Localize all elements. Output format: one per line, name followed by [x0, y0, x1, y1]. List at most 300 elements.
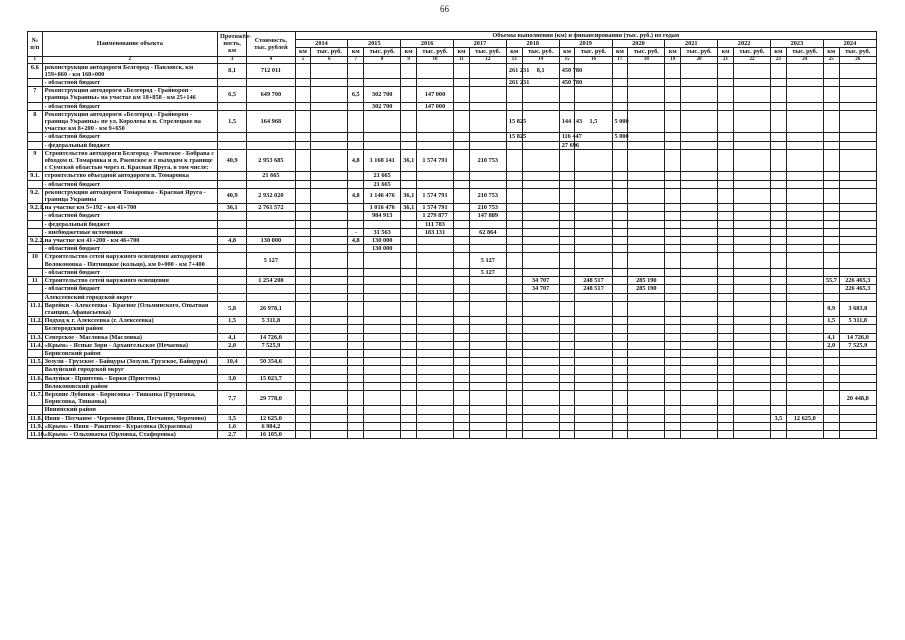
row-name: реконструкция автодороги Томаровка - Красная Яруга - граница Украины: [42, 188, 217, 203]
row-value: [311, 63, 348, 78]
table-row: [28, 204, 877, 212]
row-value: 1 279 877: [416, 212, 453, 220]
row-value: [401, 268, 417, 276]
row-name: Ивнянский район: [42, 406, 217, 414]
row-value: [401, 301, 417, 316]
row-value: [839, 414, 876, 422]
row-value: [559, 341, 575, 349]
row-index: 11.1.: [28, 301, 43, 316]
row-value: [348, 366, 364, 374]
row-value: [786, 430, 823, 438]
row-cost: 649 700: [247, 87, 295, 102]
row-value: [401, 285, 417, 293]
row-value: [416, 422, 453, 430]
row-value: [681, 63, 718, 78]
row-value: [733, 149, 770, 172]
row-value: [823, 141, 839, 149]
row-value: [311, 349, 348, 357]
row-value: [681, 325, 718, 333]
row-value: [559, 220, 575, 228]
row-value: [665, 102, 681, 110]
row-value: [786, 285, 823, 293]
row-cost: [247, 212, 295, 220]
row-value: [733, 301, 770, 316]
row-value: 111 783: [416, 220, 453, 228]
table-row: [28, 341, 877, 349]
column-number: 12: [469, 56, 506, 63]
row-value: 62 864: [469, 228, 506, 236]
row-value: [522, 406, 559, 414]
row-value: [559, 204, 575, 212]
row-name: «Крым» - Ивня - Ракитное - Курасовка (Курасовка): [42, 422, 217, 430]
row-value: [416, 406, 453, 414]
row-value: 0,9: [823, 301, 839, 316]
row-value: [665, 228, 681, 236]
table-row: [28, 87, 877, 102]
row-value: [469, 172, 506, 180]
row-value: [628, 212, 665, 220]
row-value: 34 707: [522, 277, 559, 285]
row-value: [364, 349, 401, 357]
row-value: [839, 149, 876, 172]
row-cost: 15 023,7: [247, 374, 295, 382]
road-program-table: [27, 31, 877, 439]
row-value: 12 625,0: [786, 414, 823, 422]
row-value: [681, 228, 718, 236]
row-value: [416, 325, 453, 333]
row-value: [454, 293, 470, 301]
row-value: [348, 110, 364, 133]
row-value: [733, 333, 770, 341]
row-value: [559, 245, 575, 253]
row-value: [311, 268, 348, 276]
row-value: [786, 63, 823, 78]
row-value: [575, 204, 612, 212]
row-cost: [247, 220, 295, 228]
row-length: [218, 277, 247, 285]
row-value: [416, 79, 453, 87]
row-value: [733, 366, 770, 374]
row-value: [348, 102, 364, 110]
row-value: [771, 63, 787, 78]
table-row: [28, 63, 877, 78]
row-value: [559, 317, 575, 325]
row-value: [681, 430, 718, 438]
row-value: [416, 268, 453, 276]
row-value: [718, 390, 734, 405]
column-number: 26: [839, 56, 876, 63]
row-value: [311, 382, 348, 390]
row-value: [718, 245, 734, 253]
row-value: [628, 317, 665, 325]
row-value: [665, 277, 681, 285]
row-value: [771, 430, 787, 438]
column-number: 23: [771, 56, 787, 63]
row-value: [559, 414, 575, 422]
row-value: [823, 253, 839, 268]
row-value: [295, 63, 311, 78]
row-value: [665, 406, 681, 414]
row-value: [681, 293, 718, 301]
row-value: [311, 366, 348, 374]
row-value: [401, 325, 417, 333]
row-length: 5,8: [218, 301, 247, 316]
row-index: 11.8.: [28, 414, 43, 422]
row-value: [364, 141, 401, 149]
row-value: [559, 422, 575, 430]
row-value: [295, 253, 311, 268]
row-value: [469, 358, 506, 366]
row-cost: [247, 349, 295, 357]
row-value: [628, 180, 665, 188]
row-value: [454, 277, 470, 285]
row-value: [522, 325, 559, 333]
header-unit: км: [718, 48, 734, 56]
row-value: [506, 277, 522, 285]
row-value: [771, 374, 787, 382]
row-value: [786, 358, 823, 366]
row-value: [295, 341, 311, 349]
row-value: 130 000: [364, 245, 401, 253]
row-value: [364, 268, 401, 276]
row-value: [295, 382, 311, 390]
row-value: [559, 188, 575, 203]
column-number: 1: [28, 56, 43, 63]
row-cost: [247, 245, 295, 253]
row-value: [559, 277, 575, 285]
row-name: - областной бюджет: [42, 245, 217, 253]
row-value: 8,1: [522, 63, 559, 78]
row-index: [28, 382, 43, 390]
row-value: [718, 180, 734, 188]
column-number: 16: [575, 56, 612, 63]
row-value: [454, 325, 470, 333]
header-length: Протяжён-ность, км: [218, 32, 247, 57]
row-value: [454, 349, 470, 357]
row-value: [681, 110, 718, 133]
row-value: [628, 133, 665, 141]
column-number-row: [28, 56, 877, 63]
row-value: [469, 180, 506, 188]
row-cost: [247, 102, 295, 110]
row-value: [559, 349, 575, 357]
column-number: 18: [628, 56, 665, 63]
row-value: 15 825: [506, 133, 522, 141]
row-value: [665, 237, 681, 245]
row-value: [718, 341, 734, 349]
row-value: [612, 358, 628, 366]
row-length: 10,4: [218, 358, 247, 366]
row-value: [733, 63, 770, 78]
row-value: [295, 333, 311, 341]
row-value: [786, 293, 823, 301]
row-value: [295, 277, 311, 285]
row-name: Северское - Масловка (Масловка): [42, 333, 217, 341]
table-row: [28, 301, 877, 316]
row-value: [718, 277, 734, 285]
table-row: [28, 374, 877, 382]
row-value: [348, 293, 364, 301]
table-row: [28, 228, 877, 236]
row-index: 11.10.: [28, 430, 43, 438]
row-value: [839, 220, 876, 228]
row-value: [681, 285, 718, 293]
row-value: [364, 414, 401, 422]
row-value: [823, 228, 839, 236]
row-value: [469, 285, 506, 293]
row-length: [218, 220, 247, 228]
row-value: [823, 220, 839, 228]
row-value: [733, 414, 770, 422]
row-value: [733, 374, 770, 382]
row-value: [771, 301, 787, 316]
header-unit: км: [348, 48, 364, 56]
row-value: [771, 79, 787, 87]
row-value: [559, 237, 575, 245]
row-value: [612, 228, 628, 236]
row-value: [628, 102, 665, 110]
row-index: 11.6.: [28, 374, 43, 382]
row-value: [839, 63, 876, 78]
row-value: 1 574 791: [416, 149, 453, 172]
row-value: [401, 141, 417, 149]
row-value: [522, 333, 559, 341]
row-value: [665, 180, 681, 188]
row-value: [612, 253, 628, 268]
row-value: [469, 237, 506, 245]
row-value: [575, 430, 612, 438]
row-value: [559, 358, 575, 366]
row-value: [469, 87, 506, 102]
row-value: [401, 133, 417, 141]
row-length: [218, 141, 247, 149]
row-value: [733, 253, 770, 268]
row-cost: [247, 406, 295, 414]
table-row: [28, 333, 877, 341]
row-value: [295, 268, 311, 276]
row-value: [733, 422, 770, 430]
row-value: [733, 285, 770, 293]
row-value: [506, 245, 522, 253]
row-value: [311, 414, 348, 422]
row-value: [401, 349, 417, 357]
row-value: [665, 414, 681, 422]
row-value: [665, 382, 681, 390]
row-index: [28, 133, 43, 141]
row-length: [218, 180, 247, 188]
row-index: [28, 366, 43, 374]
row-value: [401, 253, 417, 268]
row-value: [295, 237, 311, 245]
header-unit: тыс. руб.: [839, 48, 876, 56]
row-value: [681, 212, 718, 220]
header-unit: км: [295, 48, 311, 56]
row-value: [522, 374, 559, 382]
row-value: [348, 325, 364, 333]
row-value: [348, 63, 364, 78]
row-length: 4,8: [218, 237, 247, 245]
row-value: [348, 358, 364, 366]
row-value: 226 465,3: [839, 277, 876, 285]
row-value: [786, 268, 823, 276]
row-value: [416, 245, 453, 253]
row-value: [612, 141, 628, 149]
row-value: [718, 366, 734, 374]
row-value: [733, 110, 770, 133]
table-row: [28, 349, 877, 357]
row-value: 4,1: [823, 333, 839, 341]
row-cost: 5 311,8: [247, 317, 295, 325]
row-value: 2,0: [823, 341, 839, 349]
table-row: [28, 414, 877, 422]
row-value: [681, 172, 718, 180]
row-value: [786, 204, 823, 212]
row-name: Зозули - Грузское - Байцуры (Зозули, Грузское, Байцуры): [42, 358, 217, 366]
header-unit: км: [506, 48, 522, 56]
row-value: [522, 390, 559, 405]
row-name: Строительство сетей наружного освещения автодороги Волоконовка - Пятницкое (кольцо), км 0+000 - км 7+400: [42, 253, 217, 268]
row-value: 21 665: [364, 180, 401, 188]
column-number: 24: [786, 56, 823, 63]
row-value: [665, 293, 681, 301]
row-value: [839, 422, 876, 430]
row-value: [348, 349, 364, 357]
row-value: [839, 110, 876, 133]
row-value: [771, 149, 787, 172]
row-name: - федеральный бюджет: [42, 220, 217, 228]
row-value: [401, 212, 417, 220]
table-row: [28, 245, 877, 253]
row-cost: [247, 366, 295, 374]
row-value: [295, 349, 311, 357]
row-value: [506, 220, 522, 228]
row-value: [559, 87, 575, 102]
row-value: [733, 358, 770, 366]
row-value: [522, 301, 559, 316]
row-value: [416, 133, 453, 141]
row-value: 210 753: [469, 188, 506, 203]
row-length: [218, 212, 247, 220]
row-value: [628, 253, 665, 268]
row-value: [348, 382, 364, 390]
row-value: [454, 366, 470, 374]
row-value: [401, 333, 417, 341]
row-value: [348, 285, 364, 293]
column-number: 5: [295, 56, 311, 63]
row-value: [469, 366, 506, 374]
row-value: [681, 382, 718, 390]
row-length: 1,5: [218, 110, 247, 133]
table-row: [28, 253, 877, 268]
row-value: [416, 237, 453, 245]
row-value: [733, 172, 770, 180]
row-value: [823, 430, 839, 438]
row-value: [295, 374, 311, 382]
row-value: [348, 204, 364, 212]
row-value: [823, 422, 839, 430]
row-name: строительство объездной автодороги п. Томаровка: [42, 172, 217, 180]
row-value: 31 563: [364, 228, 401, 236]
row-value: [416, 63, 453, 78]
header-year-2021: 2021: [665, 40, 718, 48]
row-name: Строительство сетей наружного освещения: [42, 277, 217, 285]
row-value: 302 700: [364, 87, 401, 102]
row-value: [469, 317, 506, 325]
row-index: [28, 79, 43, 87]
row-value: [733, 141, 770, 149]
row-value: [311, 325, 348, 333]
row-value: [506, 212, 522, 220]
column-number: 25: [823, 56, 839, 63]
row-value: 248 517: [575, 277, 612, 285]
row-value: 302 700: [364, 102, 401, 110]
row-value: [311, 212, 348, 220]
row-value: [612, 87, 628, 102]
row-value: [506, 301, 522, 316]
row-value: [786, 253, 823, 268]
row-value: [348, 301, 364, 316]
row-value: -: [348, 228, 364, 236]
row-value: [771, 341, 787, 349]
row-value: [718, 333, 734, 341]
row-value: [823, 382, 839, 390]
row-value: [786, 237, 823, 245]
row-value: [348, 341, 364, 349]
row-value: [295, 301, 311, 316]
row-value: [364, 301, 401, 316]
row-value: [681, 414, 718, 422]
row-value: [311, 188, 348, 203]
row-value: [612, 422, 628, 430]
row-value: [786, 374, 823, 382]
row-value: [559, 149, 575, 172]
row-index: [28, 102, 43, 110]
row-value: [469, 301, 506, 316]
row-value: [311, 430, 348, 438]
row-value: [681, 149, 718, 172]
row-value: [733, 228, 770, 236]
table-body: [28, 63, 877, 439]
row-value: [681, 349, 718, 357]
row-value: [612, 317, 628, 325]
row-cost: 164 968: [247, 110, 295, 133]
row-value: [665, 268, 681, 276]
row-value: [771, 133, 787, 141]
row-value: [681, 133, 718, 141]
column-number: 9: [401, 56, 417, 63]
row-value: [665, 349, 681, 357]
row-name: - областной бюджет: [42, 285, 217, 293]
row-value: [665, 325, 681, 333]
row-length: 1,5: [218, 317, 247, 325]
row-value: [628, 87, 665, 102]
table-row: [28, 277, 877, 285]
row-value: [559, 228, 575, 236]
row-value: [575, 149, 612, 172]
row-value: [612, 102, 628, 110]
row-cost: 130 000: [247, 237, 295, 245]
row-value: [665, 141, 681, 149]
row-value: [522, 110, 559, 133]
row-value: [823, 349, 839, 357]
row-value: [733, 382, 770, 390]
row-value: [454, 149, 470, 172]
row-index: 9.2.2.: [28, 237, 43, 245]
row-length: 3,5: [218, 414, 247, 422]
row-value: [364, 341, 401, 349]
row-value: [295, 212, 311, 220]
row-name: Реконструкция автодороги «Белгород - Грайворон - граница Украины» по ул. Королева в п. Стрелецкое на участке км 8+200 - км 9+650: [42, 110, 217, 133]
